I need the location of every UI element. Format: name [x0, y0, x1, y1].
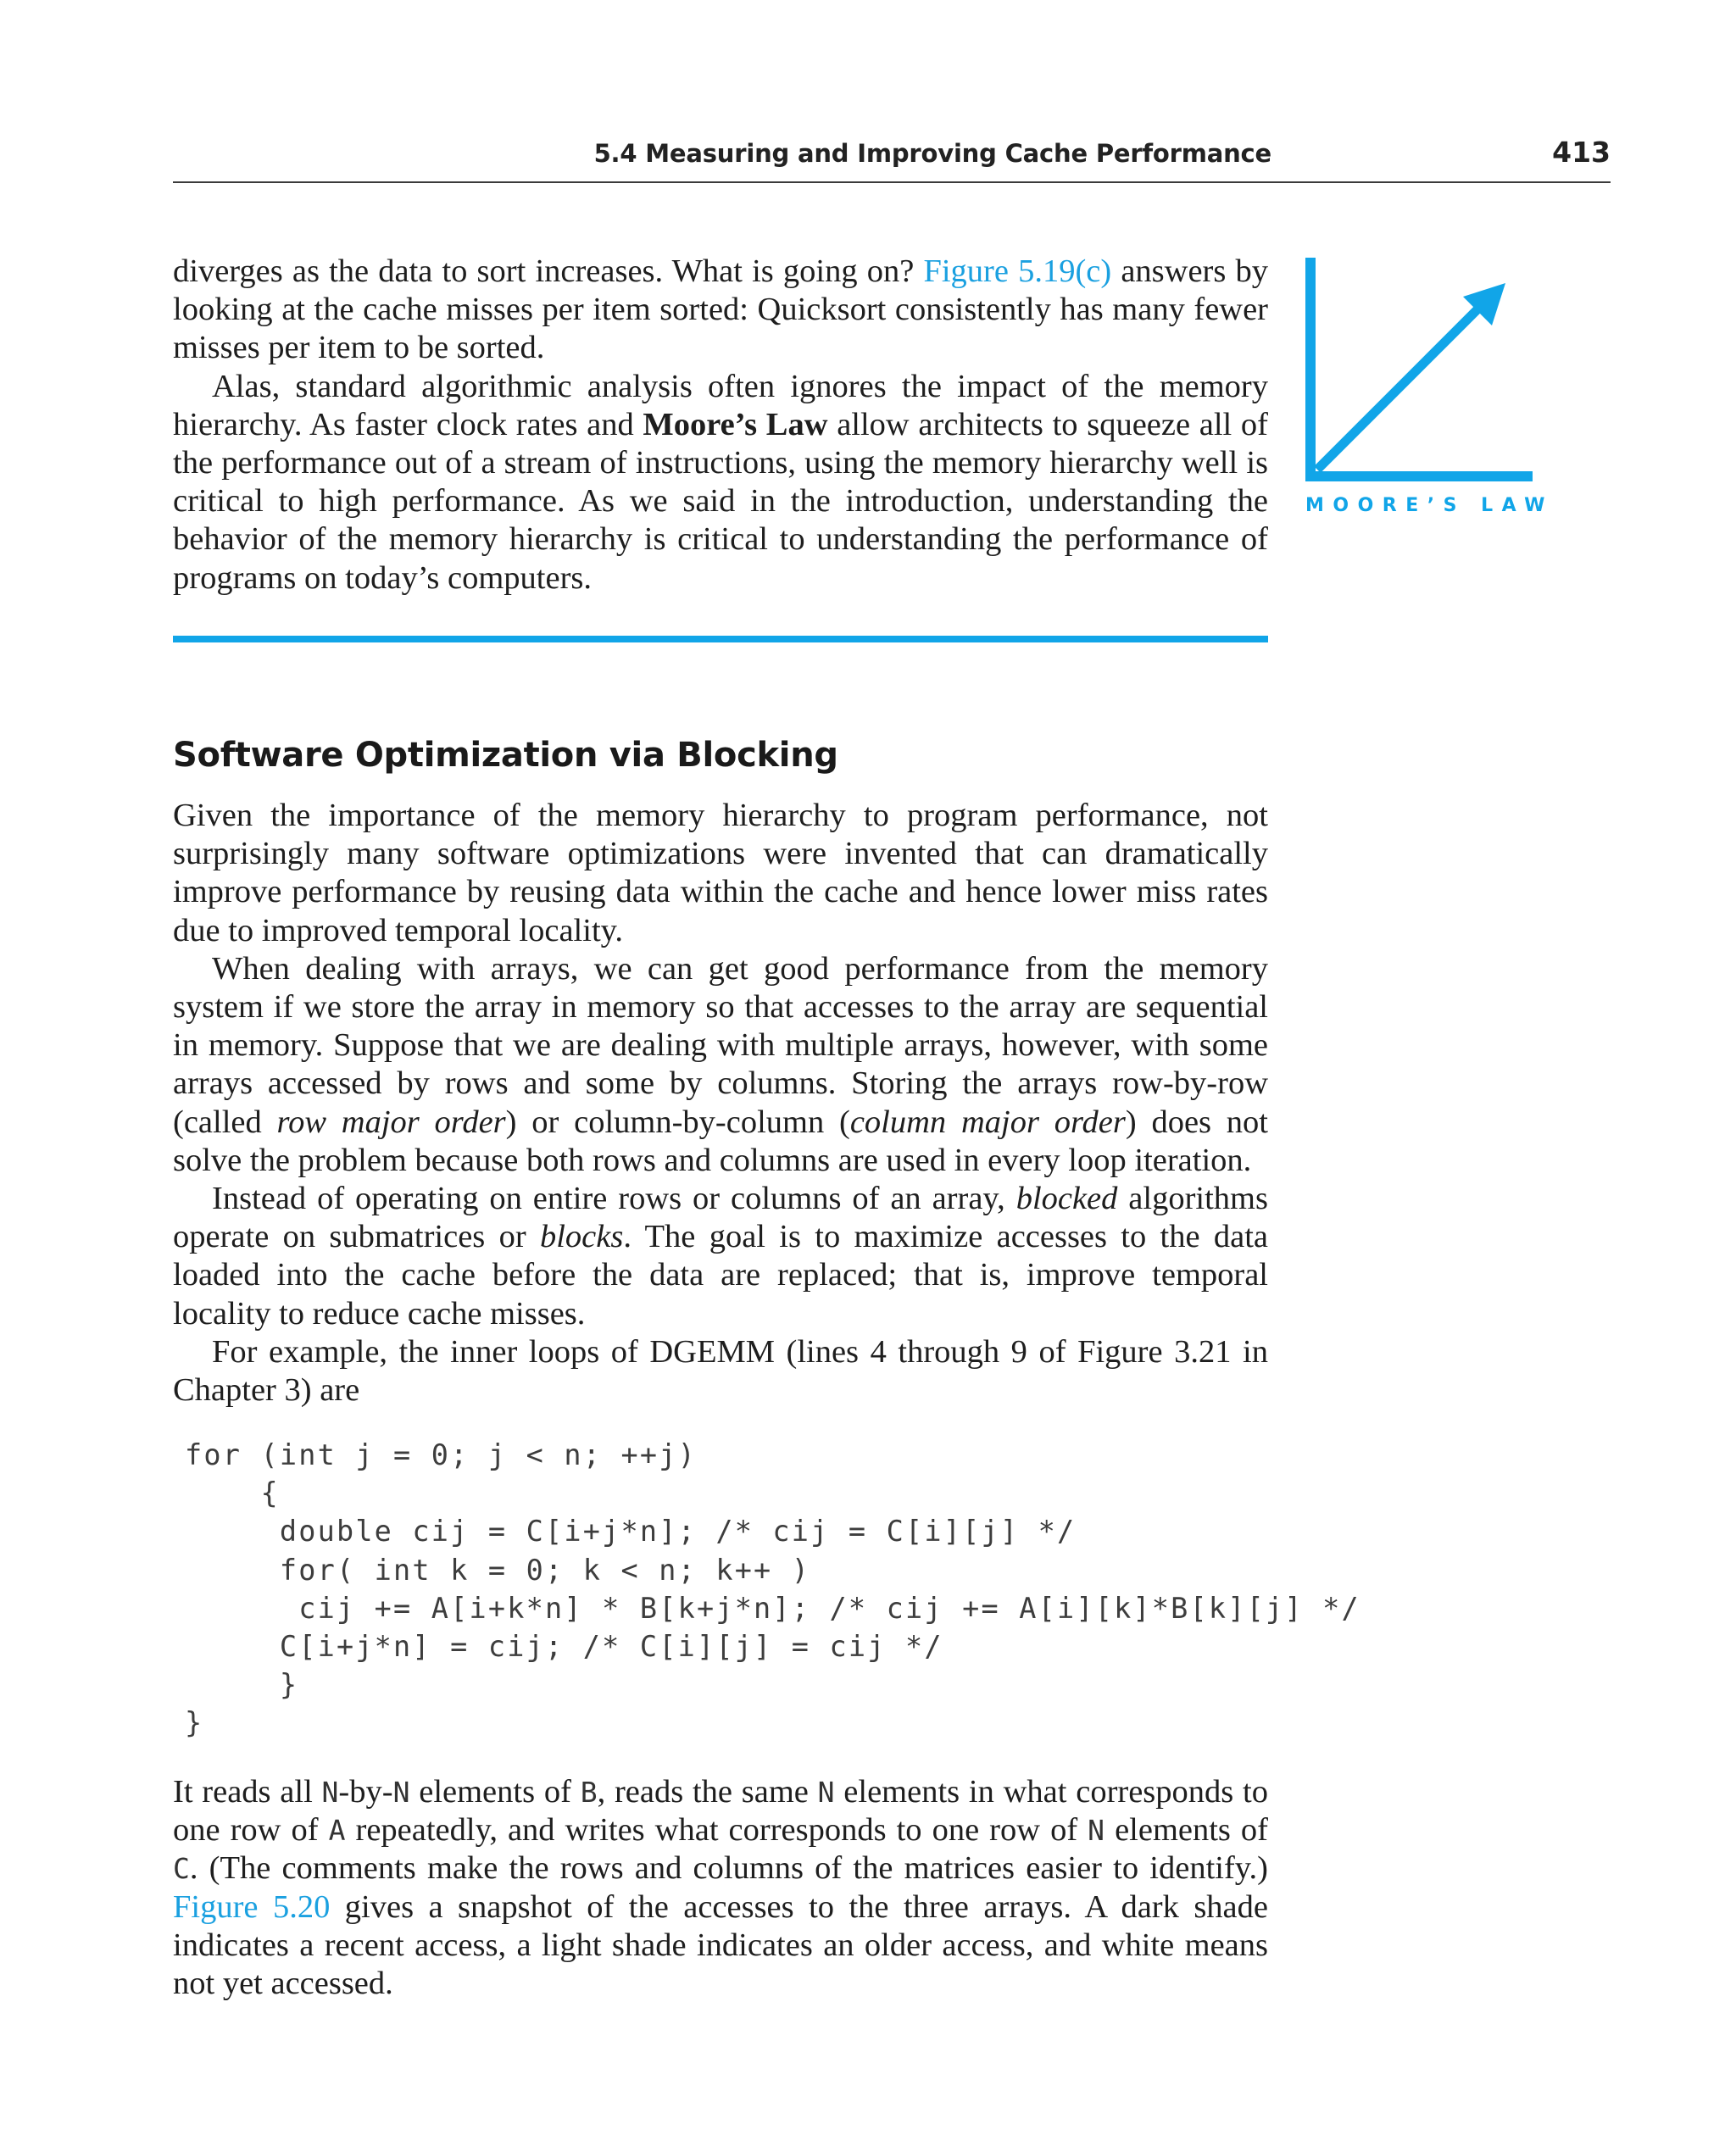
- section-divider: [173, 636, 1268, 642]
- intro-text: [173, 253, 1268, 598]
- paragraph: Given the importance of the memory hierarchy to program performance, not surprisingly many software optimizations were invented that can dramatically improve performance by reusing data within the cache and hence lower miss rates due to improved temporal locality.: [173, 798, 1268, 948]
- paragraph: It reads all N-by-N elements of B, reads the same N elements in what corresponds to one row of A repeatedly, and writes what corresponds to one row of N elements of C. (The comments make the rows and columns of the matrices easier to identify.) Figure 5.20 gives a snapshot of the accesses to the three arrays. A dark shade indicates a recent access, a light shade indicates an older access, and white means not yet accessed.: [173, 1774, 1268, 2002]
- code-line: {: [185, 1476, 280, 1510]
- moores-law-icon: [1305, 254, 1543, 526]
- code-line: cij += A[i+k*n] * B[k+j*n]; /* cij += A[i][k]*B[k][j] */: [185, 1591, 1360, 1625]
- paragraph: When dealing with arrays, we can get good performance from the memory system if we store the array in memory so that accesses to the array are sequential in memory. Suppose that we are dealing with multiple arrays, however, with some arrays accessed by rows and some by columns. Storing the arrays row-by-row (called row major order) or column-by-column (column major order) does not solve the problem because both rows and columns are used in every loop iteration.: [173, 950, 1268, 1178]
- paragraph: Instead of operating on entire rows or columns of an array, blocked algorithms operate on submatrices or blocks. The goal is to maximize accesses to the data loaded into the cache before the data are replaced; that is, improve temporal locality to reduce cache misses.: [173, 1181, 1268, 1332]
- code-line: for (int j = 0; j < n; ++j): [185, 1438, 697, 1471]
- paragraph: For example, the inner loops of DGEMM (lines 4 through 9 of Figure 3.21 in Chapter 3) are: [173, 1333, 1268, 1409]
- paragraph: Alas, standard algorithmic analysis often ignores the impact of the memory hierarchy. As faster clock rates and Moore’s Law allow architects to squeeze all of the performance out of a stream of instructions, using the memory hierarchy well is critical to high performance. As we said in the introduction, understanding the behavior of the memory hierarchy is critical to understanding the performance of programs on today’s computers.: [173, 368, 1268, 596]
- section-heading: Software Optimization via Blocking: [173, 736, 838, 775]
- running-head-section-title: 5.4 Measuring and Improving Cache Performance: [593, 139, 1271, 168]
- code-line: C[i+j*n] = cij; /* C[i][j] = cij */: [185, 1629, 943, 1663]
- figure-5-19c-link[interactable]: Figure 5.19(c): [923, 253, 1112, 289]
- figure-5-20-link[interactable]: Figure 5.20: [173, 1888, 331, 1925]
- page-number: 413: [1552, 136, 1611, 169]
- code-line: }: [185, 1706, 204, 1740]
- paragraph: diverges as the data to sort increases. What is going on? Figure 5.19(c) answers by looking at the cache misses per item sorted: Quicksort consistently has many fewer misses per item to be sorted.: [173, 253, 1268, 366]
- code-line: }: [185, 1668, 299, 1702]
- moores-law-caption: MOORE’S LAW: [1305, 495, 1554, 516]
- section-body: [173, 797, 1268, 1410]
- after-code-text: [173, 1773, 1268, 2003]
- moores-law-term: Moore’s Law: [643, 406, 828, 442]
- code-line: for( int k = 0; k < n; k++ ): [185, 1553, 811, 1587]
- code-line: double cij = C[i+j*n]; /* cij = C[i][j] */: [185, 1515, 1077, 1549]
- code-listing: [185, 1436, 1360, 1743]
- running-header: [173, 127, 1611, 183]
